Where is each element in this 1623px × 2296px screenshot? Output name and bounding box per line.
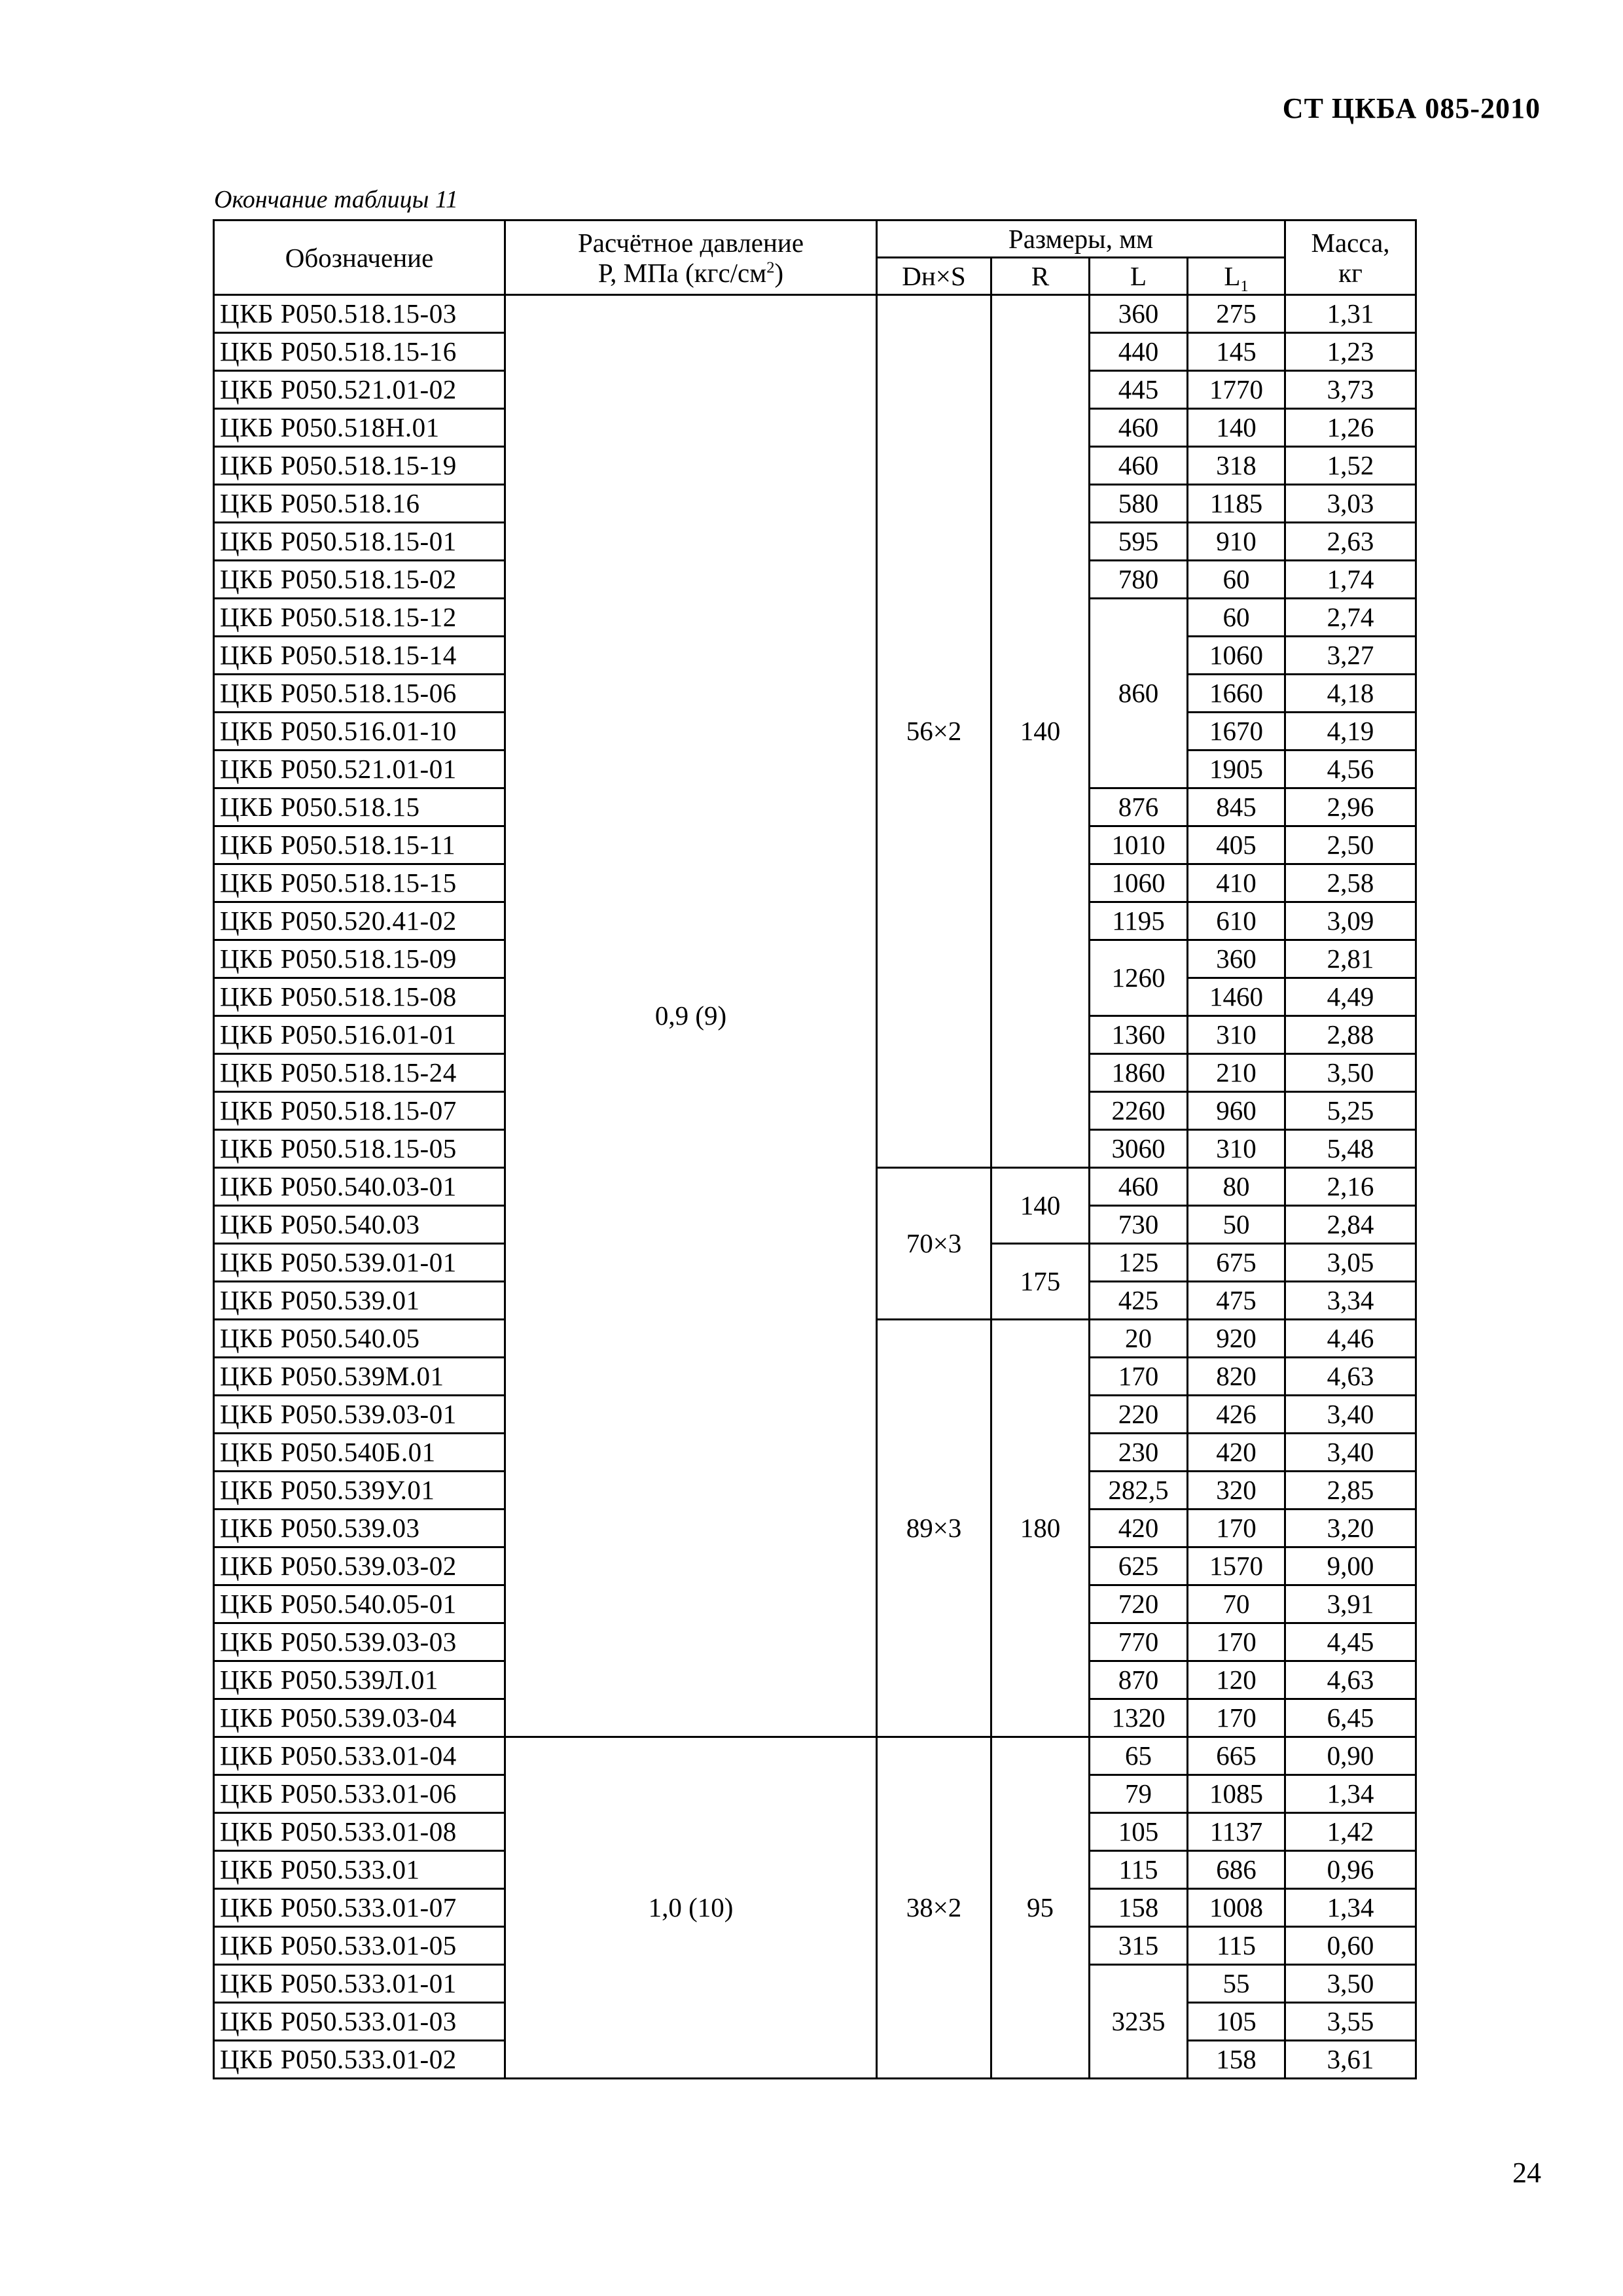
l-cell: 580 <box>1090 485 1188 523</box>
mass-cell: 0,96 <box>1285 1851 1416 1889</box>
designation-cell: ЦКБ Р050.518.15-14 <box>214 637 505 675</box>
l-cell: 282,5 <box>1090 1472 1188 1510</box>
l1-cell: 665 <box>1188 1737 1285 1775</box>
l1-cell: 145 <box>1188 333 1285 371</box>
l1-cell: 318 <box>1188 447 1285 485</box>
designation-cell: ЦКБ Р050.533.01-06 <box>214 1775 505 1813</box>
mass-cell: 2,81 <box>1285 940 1416 978</box>
l1-cell: 475 <box>1188 1282 1285 1320</box>
l-cell: 1195 <box>1090 902 1188 940</box>
l1-cell: 105 <box>1188 2003 1285 2041</box>
mass-cell: 3,73 <box>1285 371 1416 409</box>
table-body <box>214 295 1416 2079</box>
mass-cell: 1,31 <box>1285 295 1416 333</box>
designation-cell: ЦКБ Р050.518.15-02 <box>214 561 505 599</box>
table-caption: Окончание таблицы 11 <box>214 186 459 213</box>
l-cell: 1360 <box>1090 1016 1188 1054</box>
l-cell: 20 <box>1090 1320 1188 1358</box>
l-cell: 1060 <box>1090 864 1188 902</box>
designation-cell: ЦКБ Р050.533.01-04 <box>214 1737 505 1775</box>
mass-cell: 1,23 <box>1285 333 1416 371</box>
l-cell: 230 <box>1090 1434 1188 1472</box>
mass-cell: 1,26 <box>1285 409 1416 447</box>
l-cell: 420 <box>1090 1510 1188 1547</box>
l1-cell: 360 <box>1188 940 1285 978</box>
l-cell: 1860 <box>1090 1054 1188 1092</box>
dn-s-cell: 89×3 <box>877 1320 991 1737</box>
l1-cell: 120 <box>1188 1661 1285 1699</box>
l1-cell: 920 <box>1188 1320 1285 1358</box>
l-cell: 315 <box>1090 1927 1188 1965</box>
mass-cell: 4,63 <box>1285 1661 1416 1699</box>
designation-cell: ЦКБ Р050.518.15 <box>214 788 505 826</box>
designation-cell: ЦКБ Р050.521.01-01 <box>214 751 505 788</box>
designation-cell: ЦКБ Р050.518.15-19 <box>214 447 505 485</box>
l1-cell: 1570 <box>1188 1547 1285 1585</box>
designation-cell: ЦКБ Р050.540.05-01 <box>214 1585 505 1623</box>
table-row <box>214 295 1416 333</box>
mass-cell: 3,61 <box>1285 2041 1416 2079</box>
l1-cell: 60 <box>1188 561 1285 599</box>
l1-cell: 686 <box>1188 1851 1285 1889</box>
mass-cell: 2,85 <box>1285 1472 1416 1510</box>
l1-cell: 70 <box>1188 1585 1285 1623</box>
mass-cell: 2,88 <box>1285 1016 1416 1054</box>
r-cell: 95 <box>991 1737 1090 2079</box>
l1-cell: 1085 <box>1188 1775 1285 1813</box>
mass-cell: 1,42 <box>1285 1813 1416 1851</box>
designation-cell: ЦКБ Р050.516.01-10 <box>214 713 505 751</box>
l1-cell: 405 <box>1188 826 1285 864</box>
l1-cell: 1770 <box>1188 371 1285 409</box>
l1-cell: 420 <box>1188 1434 1285 1472</box>
mass-cell: 0,90 <box>1285 1737 1416 1775</box>
mass-cell: 3,55 <box>1285 2003 1416 2041</box>
l1-cell: 910 <box>1188 523 1285 561</box>
page-number: 24 <box>1512 2157 1541 2189</box>
mass-cell: 1,34 <box>1285 1889 1416 1927</box>
l1-cell: 310 <box>1188 1016 1285 1054</box>
l1-cell: 158 <box>1188 2041 1285 2079</box>
mass-cell: 3,20 <box>1285 1510 1416 1547</box>
mass-cell: 4,63 <box>1285 1358 1416 1396</box>
l-cell: 625 <box>1090 1547 1188 1585</box>
pressure-cell: 0,9 (9) <box>505 295 877 1737</box>
mass-cell: 1,74 <box>1285 561 1416 599</box>
designation-cell: ЦКБ Р050.518.15-11 <box>214 826 505 864</box>
designation-cell: ЦКБ Р050.518Н.01 <box>214 409 505 447</box>
l1-cell: 170 <box>1188 1623 1285 1661</box>
mass-cell: 2,50 <box>1285 826 1416 864</box>
designation-cell: ЦКБ Р050.533.01-01 <box>214 1965 505 2003</box>
mass-cell: 4,46 <box>1285 1320 1416 1358</box>
pressure-cell: 1,0 (10) <box>505 1737 877 2079</box>
l-cell: 1010 <box>1090 826 1188 864</box>
mass-cell: 4,56 <box>1285 751 1416 788</box>
designation-cell: ЦКБ Р050.518.15-06 <box>214 675 505 713</box>
l1-cell: 80 <box>1188 1168 1285 1206</box>
designation-cell: ЦКБ Р050.540.03-01 <box>214 1168 505 1206</box>
mass-cell: 5,25 <box>1285 1092 1416 1130</box>
l1-cell: 845 <box>1188 788 1285 826</box>
l1-cell: 320 <box>1188 1472 1285 1510</box>
spec-table <box>213 219 1417 2079</box>
designation-cell: ЦКБ Р050.518.15-16 <box>214 333 505 371</box>
designation-cell: ЦКБ Р050.518.15-03 <box>214 295 505 333</box>
designation-cell: ЦКБ Р050.518.15-01 <box>214 523 505 561</box>
l1-cell: 1008 <box>1188 1889 1285 1927</box>
l-cell: 2260 <box>1090 1092 1188 1130</box>
designation-cell: ЦКБ Р050.539.01 <box>214 1282 505 1320</box>
mass-cell: 2,84 <box>1285 1206 1416 1244</box>
designation-cell: ЦКБ Р050.516.01-01 <box>214 1016 505 1054</box>
designation-cell: ЦКБ Р050.539.03-03 <box>214 1623 505 1661</box>
l-cell: 770 <box>1090 1623 1188 1661</box>
designation-cell: ЦКБ Р050.518.15-07 <box>214 1092 505 1130</box>
designation-cell: ЦКБ Р050.518.15-12 <box>214 599 505 637</box>
mass-cell: 4,45 <box>1285 1623 1416 1661</box>
designation-cell: ЦКБ Р050.518.15-05 <box>214 1130 505 1168</box>
mass-cell: 3,91 <box>1285 1585 1416 1623</box>
header-l: L <box>1090 258 1188 295</box>
designation-cell: ЦКБ Р050.533.01-02 <box>214 2041 505 2079</box>
r-cell: 140 <box>991 295 1090 1168</box>
l1-cell: 140 <box>1188 409 1285 447</box>
l-cell: 65 <box>1090 1737 1188 1775</box>
mass-cell: 3,50 <box>1285 1965 1416 2003</box>
mass-cell: 3,40 <box>1285 1396 1416 1434</box>
designation-cell: ЦКБ Р050.518.15-08 <box>214 978 505 1016</box>
l-cell: 730 <box>1090 1206 1188 1244</box>
designation-cell: ЦКБ Р050.539.03 <box>214 1510 505 1547</box>
l-cell: 79 <box>1090 1775 1188 1813</box>
l-cell: 460 <box>1090 409 1188 447</box>
l-cell: 876 <box>1090 788 1188 826</box>
l-cell: 460 <box>1090 447 1188 485</box>
l1-cell: 210 <box>1188 1054 1285 1092</box>
mass-cell: 3,40 <box>1285 1434 1416 1472</box>
designation-cell: ЦКБ Р050.521.01-02 <box>214 371 505 409</box>
mass-cell: 3,34 <box>1285 1282 1416 1320</box>
designation-cell: ЦКБ Р050.518.15-09 <box>214 940 505 978</box>
l1-cell: 426 <box>1188 1396 1285 1434</box>
mass-cell: 6,45 <box>1285 1699 1416 1737</box>
l-cell: 1320 <box>1090 1699 1188 1737</box>
designation-cell: ЦКБ Р050.539.03-01 <box>214 1396 505 1434</box>
designation-cell: ЦКБ Р050.533.01-03 <box>214 2003 505 2041</box>
l-cell: 170 <box>1090 1358 1188 1396</box>
l-cell: 158 <box>1090 1889 1188 1927</box>
mass-cell: 2,74 <box>1285 599 1416 637</box>
designation-cell: ЦКБ Р050.533.01-05 <box>214 1927 505 1965</box>
l-cell: 870 <box>1090 1661 1188 1699</box>
mass-cell: 3,05 <box>1285 1244 1416 1282</box>
l1-cell: 1660 <box>1188 675 1285 713</box>
l-cell: 125 <box>1090 1244 1188 1282</box>
l-cell: 720 <box>1090 1585 1188 1623</box>
l-cell: 425 <box>1090 1282 1188 1320</box>
mass-cell: 3,50 <box>1285 1054 1416 1092</box>
mass-cell: 3,09 <box>1285 902 1416 940</box>
l1-cell: 310 <box>1188 1130 1285 1168</box>
l-cell: 3060 <box>1090 1130 1188 1168</box>
designation-cell: ЦКБ Р050.518.16 <box>214 485 505 523</box>
header-mass: Масса, кг <box>1285 221 1416 295</box>
l1-cell: 50 <box>1188 1206 1285 1244</box>
mass-cell: 2,63 <box>1285 523 1416 561</box>
mass-cell: 1,52 <box>1285 447 1416 485</box>
mass-cell: 0,60 <box>1285 1927 1416 1965</box>
designation-cell: ЦКБ Р050.539.03-04 <box>214 1699 505 1737</box>
l-cell: 360 <box>1090 295 1188 333</box>
designation-cell: ЦКБ Р050.518.15-15 <box>214 864 505 902</box>
designation-cell: ЦКБ Р050.518.15-24 <box>214 1054 505 1092</box>
mass-cell: 2,96 <box>1285 788 1416 826</box>
mass-cell: 4,19 <box>1285 713 1416 751</box>
mass-cell: 4,18 <box>1285 675 1416 713</box>
header-pressure: Расчётное давление P, МПа $(кгс/см^2)$ <box>505 221 877 295</box>
l-cell: 220 <box>1090 1396 1188 1434</box>
designation-cell: ЦКБ Р050.539.01-01 <box>214 1244 505 1282</box>
designation-cell: ЦКБ Р050.533.01-07 <box>214 1889 505 1927</box>
l1-cell: 55 <box>1188 1965 1285 2003</box>
l1-cell: 275 <box>1188 295 1285 333</box>
designation-cell: ЦКБ Р050.540Б.01 <box>214 1434 505 1472</box>
l-cell: 860 <box>1090 599 1188 788</box>
l-cell: 1260 <box>1090 940 1188 1016</box>
designation-cell: ЦКБ Р050.540.03 <box>214 1206 505 1244</box>
r-cell: 175 <box>991 1244 1090 1320</box>
l1-cell: 60 <box>1188 599 1285 637</box>
designation-cell: ЦКБ Р050.539Л.01 <box>214 1661 505 1699</box>
r-cell: 180 <box>991 1320 1090 1737</box>
l1-cell: 1905 <box>1188 751 1285 788</box>
l1-cell: 410 <box>1188 864 1285 902</box>
designation-cell: ЦКБ Р050.533.01-08 <box>214 1813 505 1851</box>
designation-cell: ЦКБ Р050.539.03-02 <box>214 1547 505 1585</box>
dn-s-cell: 70×3 <box>877 1168 991 1320</box>
l-cell: 440 <box>1090 333 1188 371</box>
dn-s-cell: 56×2 <box>877 295 991 1168</box>
l1-cell: 1060 <box>1188 637 1285 675</box>
header-dn-s: Dн×S <box>877 258 991 295</box>
document-code: СТ ЦКБА 085-2010 <box>1282 92 1541 124</box>
mass-cell: 3,27 <box>1285 637 1416 675</box>
designation-cell: ЦКБ Р050.539У.01 <box>214 1472 505 1510</box>
l1-cell: 610 <box>1188 902 1285 940</box>
l1-cell: 675 <box>1188 1244 1285 1282</box>
l1-cell: 1670 <box>1188 713 1285 751</box>
l1-cell: 820 <box>1188 1358 1285 1396</box>
mass-cell: 3,03 <box>1285 485 1416 523</box>
mass-cell: 5,48 <box>1285 1130 1416 1168</box>
l1-cell: 170 <box>1188 1510 1285 1547</box>
l-cell: 105 <box>1090 1813 1188 1851</box>
l1-cell: 170 <box>1188 1699 1285 1737</box>
l-cell: 445 <box>1090 371 1188 409</box>
header-designation: Обозначение <box>214 221 505 295</box>
r-cell: 140 <box>991 1168 1090 1244</box>
dn-s-cell: 38×2 <box>877 1737 991 2079</box>
l1-cell: 1137 <box>1188 1813 1285 1851</box>
mass-cell: 2,58 <box>1285 864 1416 902</box>
l-cell: 3235 <box>1090 1965 1188 2079</box>
mass-cell: 2,16 <box>1285 1168 1416 1206</box>
designation-cell: ЦКБ Р050.539М.01 <box>214 1358 505 1396</box>
l1-cell: 115 <box>1188 1927 1285 1965</box>
mass-cell: 4,49 <box>1285 978 1416 1016</box>
l-cell: 595 <box>1090 523 1188 561</box>
l-cell: 115 <box>1090 1851 1188 1889</box>
header-r: R <box>991 258 1090 295</box>
designation-cell: ЦКБ Р050.520.41-02 <box>214 902 505 940</box>
table-row <box>214 1737 1416 1775</box>
mass-cell: 9,00 <box>1285 1547 1416 1585</box>
header-l1: $L_1$ <box>1188 258 1285 295</box>
l-cell: 460 <box>1090 1168 1188 1206</box>
header-dimensions: Размеры, мм <box>877 221 1285 258</box>
mass-cell: 1,34 <box>1285 1775 1416 1813</box>
designation-cell: ЦКБ Р050.533.01 <box>214 1851 505 1889</box>
l1-cell: 1460 <box>1188 978 1285 1016</box>
l-cell: 780 <box>1090 561 1188 599</box>
l1-cell: 960 <box>1188 1092 1285 1130</box>
l1-cell: 1185 <box>1188 485 1285 523</box>
designation-cell: ЦКБ Р050.540.05 <box>214 1320 505 1358</box>
